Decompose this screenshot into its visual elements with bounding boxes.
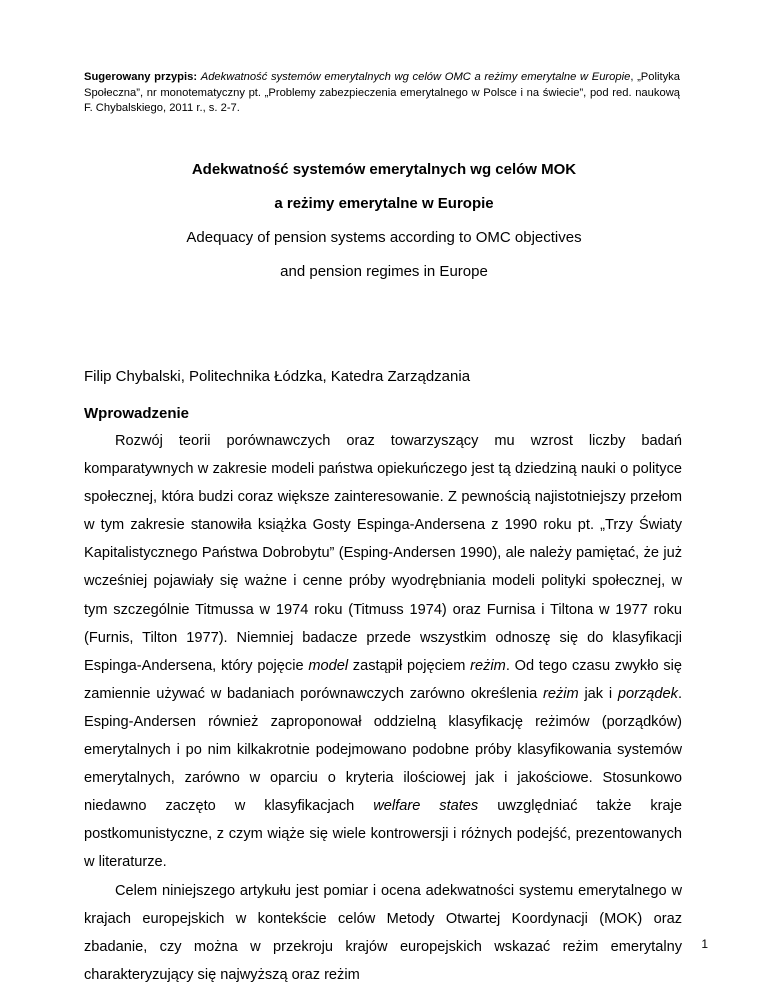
title-en-line-2: and pension regimes in Europe	[280, 263, 488, 280]
paragraph-2: Celem niniejszego artykułu jest pomiar i ocena adekwatności systemu emerytalnego w krajach europejskich w kontekście celów Metody Otwartej Koordynacji (MOK) oraz zbadanie, czy można w przekroju krajów europejskich wskazać reżim emerytalny charakteryzujący się najwyższą oraz reżim	[84, 882, 682, 983]
title-block	[84, 160, 684, 296]
paragraph-1-text: . Od tego czasu zwykło się zamiennie używać w badaniach porównawczych zarówno określenia	[84, 657, 682, 702]
citation-lead: Sugerowany przypis:	[84, 71, 198, 83]
italic-term: reżim	[542, 685, 579, 702]
title-en-line-1: Adequacy of pension systems according to OMC objectives	[186, 229, 582, 246]
paragraph-1-text: Rozwój teorii porównawczych oraz towarzyszący mu wzrost liczby badań komparatywnych w zakresie modeli państwa opiekuńczego jest tą dziedziną nauki o polityce społecznej, która budzi coraz większe zainteresowanie. Z pewnością najistotniejszy przełom w tym zakresie stanowiła książka Gosty Espinga-Andersena z 1990 roku pt. „Trzy Światy Kapitalistycznego Państwa Dobrobytu” (Esping-Andersen 1990), ale należy pamiętać, że już wcześniej pojawiały się ważne i cenne próby wyodrębniania modeli polityki społecznej, w tym szczególnie Titmussa w 1974 roku (Titmuss 1974) oraz Furnisa i Tiltona w 1977 roku (Furnis, Tilton 1977). Niemniej badacze przede wszystkim odnoszę się do klasyfikacji Espinga-Andersena, który pojęcie	[84, 433, 682, 674]
title-pl-line-2: a reżimy emerytalne w Europie	[274, 195, 494, 212]
italic-term: porządek	[617, 685, 678, 702]
italic-term: welfare states	[373, 798, 479, 815]
author-affiliation: Filip Chybalski, Politechnika Łódzka, Katedra Zarządzania	[84, 368, 471, 385]
citation-details: , „Polityka Społeczna”, nr monotematyczny pt. „Problemy zabezpieczenia emerytalnego w Polsce i na świecie”, pod red. naukową F. Chybalskiego, 2011 r., s. 2-7.	[84, 71, 680, 114]
italic-term: model	[308, 657, 349, 674]
body-text	[84, 427, 682, 989]
paragraph-1	[84, 427, 682, 877]
paragraph-1-text: zastąpił pojęciem	[348, 657, 471, 674]
title-pl-line-1: Adekwatność systemów emerytalnych wg celów MOK	[191, 161, 577, 178]
italic-term: reżim	[470, 657, 506, 674]
paragraph-1-text: . Esping-Andersen również zaproponował oddzielną klasyfikację reżimów (porządków) emerytalnych i po nim kilkakrotnie podejmowano podobne próby klasyfikowania systemów emerytalnych, zarówno w oparciu o kryteria ilościowej jak i jakościowe. Stosunkowo niedawno zaczęto w klasyfikacjach	[84, 685, 682, 815]
paragraph-1-text: jak i	[578, 685, 618, 702]
section-heading: Wprowadzenie	[84, 405, 190, 422]
page-number: 1	[701, 937, 708, 951]
citation-article-title: Adekwatność systemów emerytalnych wg celów OMC a reżimy emerytalne w Europie	[200, 71, 631, 83]
paragraph-1-text: uwzględniać także kraje postkomunistyczne, z czym wiąże się wiele kontrowersji i różnych podejść, prezentowanych w literaturze.	[84, 798, 682, 871]
suggested-citation	[84, 70, 680, 117]
